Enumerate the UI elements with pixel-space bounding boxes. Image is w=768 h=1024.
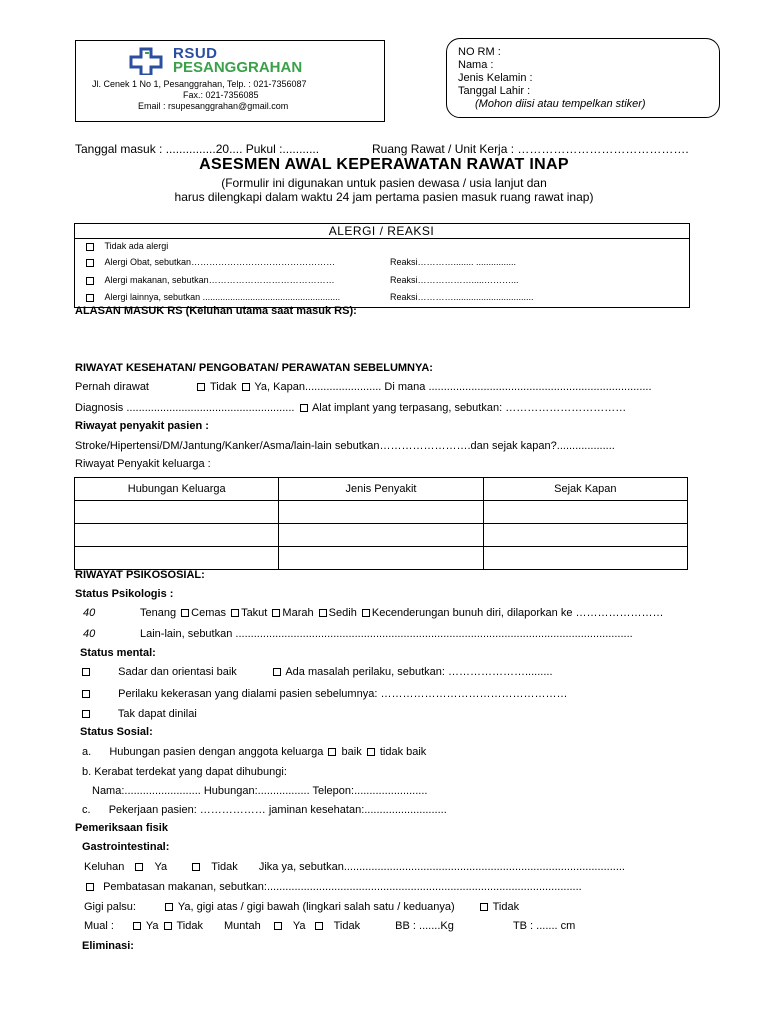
- ruang-rawat-field[interactable]: Ruang Rawat / Unit Kerja : …………………………………….: [372, 142, 689, 156]
- bb-field[interactable]: BB : .......Kg: [395, 920, 454, 932]
- table-header: Jenis Penyakit: [279, 478, 483, 501]
- cemas-checkbox[interactable]: [181, 609, 189, 617]
- alergi-divider: [74, 238, 689, 239]
- riwayat-keluarga-label: Riwayat Penyakit keluarga :: [75, 458, 211, 470]
- jenis-kelamin-label: Jenis Kelamin :: [458, 72, 533, 84]
- takut-checkbox[interactable]: [231, 609, 239, 617]
- opt-label: Tenang: [140, 607, 177, 619]
- table-cell[interactable]: [75, 547, 279, 570]
- mental-label[interactable]: Perilaku kekerasan yang dialami pasien sebelumnya: ……………………………………………: [118, 688, 568, 700]
- tidak-label: Tidak: [176, 920, 203, 932]
- status-psikologis-heading: Status Psikologis :: [75, 588, 174, 600]
- table-header-row: [75, 478, 688, 501]
- table-cell[interactable]: [75, 524, 279, 547]
- nama-label: Nama :: [458, 59, 494, 71]
- table-header: Sejak Kapan: [483, 478, 687, 501]
- gastrointestinal-heading: Gastrointestinal:: [82, 841, 170, 853]
- opt-label: Takut: [241, 607, 268, 619]
- psikologis-code: 40: [83, 628, 96, 640]
- alergi-row: [84, 275, 335, 285]
- gigi-label: Gigi palsu:: [84, 901, 136, 913]
- diagnosis-field[interactable]: Diagnosis .......................................................: [75, 402, 295, 414]
- pembatasan-row: [84, 881, 582, 893]
- alergi-row-label[interactable]: Alergi lainnya, sebutkan .......................................................: [104, 292, 341, 302]
- alergi-reaksi[interactable]: Reaksi…………........ ................: [390, 257, 517, 267]
- tb-field[interactable]: TB : ....... cm: [512, 920, 576, 932]
- tidak-label: Tidak: [333, 920, 361, 932]
- keluhan-ya-checkbox[interactable]: [135, 863, 143, 871]
- sosial-a-row: [82, 746, 426, 758]
- riwayat-penyakit-field[interactable]: Stroke/Hipertensi/DM/Jantung/Kanker/Asma/lain-lain sebutkan…………………….dan sejak kapan?...................: [75, 440, 615, 452]
- list-prefix: c.: [82, 804, 91, 816]
- riwayat-kesehatan-heading: RIWAYAT KESEHATAN/ PENGOBATAN/ PERAWATAN SEBELUMNYA:: [75, 362, 433, 374]
- riwayat-penyakit-heading: Riwayat penyakit pasien :: [75, 420, 209, 432]
- kerabat-fields[interactable]: Nama:......................... Hubungan:................. Telepon:........................: [92, 785, 428, 797]
- gigi-tidak-label: Tidak: [492, 901, 520, 913]
- psikologis-row: [140, 607, 664, 619]
- keluhan-tidak-checkbox[interactable]: [192, 863, 200, 871]
- pembatasan-field[interactable]: Pembatasan makanan, sebutkan:.......................................................................................................: [103, 881, 582, 893]
- alergi-obat-checkbox[interactable]: [86, 259, 94, 267]
- alergi-reaksi[interactable]: Reaksi…………................................: [390, 292, 534, 302]
- table-cell[interactable]: [279, 547, 483, 570]
- opt-label: Sedih: [328, 607, 357, 619]
- marah-checkbox[interactable]: [272, 609, 280, 617]
- ya-label: Ya: [154, 861, 168, 873]
- table-cell[interactable]: [75, 501, 279, 524]
- table-row: [75, 524, 688, 547]
- hospital-name: PESANGGRAHAN: [173, 59, 303, 76]
- opt-label[interactable]: Kecenderungan bunuh diri, dilaporkan ke ……………………: [371, 607, 664, 619]
- table-cell[interactable]: [279, 524, 483, 547]
- pernah-tidak-label: Tidak: [209, 381, 237, 393]
- alergi-row-label: Tidak ada alergi: [104, 241, 169, 251]
- gigi-tidak-checkbox[interactable]: [480, 903, 488, 911]
- mual-ya-checkbox[interactable]: [133, 922, 141, 930]
- mental-label[interactable]: Ada masalah perilaku, sebutkan: ………………….........: [285, 666, 553, 678]
- mental-label: Tak dapat dinilai: [117, 708, 197, 720]
- bunuh-diri-checkbox[interactable]: [362, 609, 370, 617]
- muntah-tidak-checkbox[interactable]: [315, 922, 323, 930]
- alergi-header: ALERGI / REAKSI: [328, 224, 435, 238]
- opt-label: Marah: [282, 607, 314, 619]
- muntah-ya-checkbox[interactable]: [274, 922, 282, 930]
- list-prefix: a.: [82, 746, 92, 758]
- hubungan-tidak-baik-checkbox[interactable]: [367, 748, 375, 756]
- pernah-tidak-checkbox[interactable]: [197, 383, 205, 391]
- mual-tidak-checkbox[interactable]: [164, 922, 172, 930]
- hospital-email: Email : rsupesanggrahan@gmail.com: [138, 101, 289, 111]
- psikologis-code: 40: [83, 607, 96, 619]
- lain-lain-field[interactable]: Lain-lain, sebutkan ..................................................................................................................................: [140, 628, 633, 640]
- tidak-baik-label: tidak baik: [379, 746, 427, 758]
- gigi-ya-checkbox[interactable]: [165, 903, 173, 911]
- form-subtitle-2: harus dilengkapi dalam waktu 24 jam pertama pasien masuk ruang rawat inap): [174, 190, 594, 204]
- diagnosis-row: [75, 402, 626, 414]
- sadar-checkbox[interactable]: [82, 668, 90, 676]
- implant-field[interactable]: Alat implant yang terpasang, sebutkan: ……………………………: [311, 402, 627, 414]
- gigi-ya-label: Ya, gigi atas / gigi bawah (lingkari salah satu / keduanya): [177, 901, 455, 913]
- tanggal-lahir-label: Tanggal Lahir :: [458, 85, 531, 97]
- tanggal-masuk-field[interactable]: Tanggal masuk : ...............20.... Pukul :...........: [75, 142, 320, 156]
- table-row: [75, 547, 688, 570]
- table-cell[interactable]: [483, 524, 687, 547]
- mental-row: [80, 688, 567, 700]
- table-row: [75, 501, 688, 524]
- masalah-perilaku-checkbox[interactable]: [273, 668, 281, 676]
- tak-dapat-dinilai-checkbox[interactable]: [82, 710, 90, 718]
- form-subtitle-1: (Formulir ini digunakan untuk pasien dewasa / usia lanjut dan: [221, 176, 547, 190]
- opt-label: Cemas: [191, 607, 226, 619]
- form-title: ASESMEN AWAL KEPERAWATAN RAWAT INAP: [199, 156, 569, 173]
- table-header: Hubungan Keluarga: [75, 478, 279, 501]
- pernah-dirawat-label: Pernah dirawat: [75, 381, 149, 393]
- riwayat-keluarga-table: [74, 477, 688, 570]
- sosial-c-row: [82, 804, 447, 816]
- perilaku-kekerasan-checkbox[interactable]: [82, 690, 90, 698]
- table-cell[interactable]: [483, 501, 687, 524]
- eliminasi-heading: Eliminasi:: [82, 940, 134, 952]
- mental-row: [80, 708, 197, 720]
- mental-label: Sadar dan orientasi baik: [118, 666, 237, 678]
- sticker-note: (Mohon diisi atau tempelkan stiker): [475, 98, 646, 110]
- alergi-row-label[interactable]: Alergi makanan, sebutkan……………………………………: [104, 275, 335, 285]
- alergi-row: [84, 257, 335, 267]
- implant-checkbox[interactable]: [300, 404, 308, 412]
- alergi-lainnya-checkbox[interactable]: [86, 294, 94, 302]
- hospital-address: Jl. Cenek 1 No 1, Pesanggrahan, Telp. : 021-7356087: [92, 79, 307, 89]
- muntah-label: Muntah: [224, 920, 261, 932]
- pernah-ya-checkbox[interactable]: [242, 383, 250, 391]
- psikososial-heading: RIWAYAT PSIKOSOSIAL:: [75, 569, 205, 581]
- alergi-reaksi[interactable]: Reaksi……………….....………...: [390, 275, 519, 285]
- status-mental-heading: Status mental:: [80, 647, 156, 659]
- mual-label: Mual :: [84, 920, 114, 932]
- ya-label: Ya: [145, 920, 159, 932]
- tidak-label: Tidak: [211, 861, 238, 873]
- keluhan-label: Keluhan: [84, 861, 125, 873]
- mual-row: [84, 920, 575, 932]
- no-rm-label: NO RM :: [458, 46, 501, 58]
- pemeriksaan-fisik-heading: Pemeriksaan fisik: [75, 822, 168, 834]
- alergi-row: [84, 292, 340, 302]
- hospital-logo: [125, 45, 325, 75]
- status-sosial-heading: Status Sosial:: [80, 726, 153, 738]
- pekerjaan-field[interactable]: Pekerjaan pasien: ……………… jaminan kesehatan:...........................: [108, 804, 447, 816]
- alasan-masuk-heading: ALASAN MASUK RS (Keluhan utama saat masuk RS):: [75, 305, 357, 317]
- pernah-dirawat-row: [75, 381, 652, 393]
- sosial-a-label: Hubungan pasien dengan anggota keluarga: [109, 746, 324, 758]
- mental-row: [80, 666, 553, 678]
- alergi-row-label[interactable]: Alergi Obat, sebutkan…………………………………………: [104, 257, 336, 267]
- baik-label: baik: [341, 746, 362, 758]
- keluhan-detail-field[interactable]: Jika ya, sebutkan............................................................................................: [258, 861, 625, 873]
- hospital-cross-icon: [125, 45, 173, 75]
- pembatasan-checkbox[interactable]: [86, 883, 94, 891]
- pernah-ya-label[interactable]: Ya, Kapan......................... Di mana .........................................................................: [254, 381, 652, 393]
- gigi-row: [84, 901, 519, 913]
- sosial-b-label: b. Kerabat terdekat yang dapat dihubungi:: [82, 766, 287, 778]
- sedih-checkbox[interactable]: [319, 609, 327, 617]
- hubungan-baik-checkbox[interactable]: [328, 748, 336, 756]
- keluhan-row: [84, 861, 625, 873]
- hospital-fax: Fax.: 021-7356085: [183, 90, 259, 100]
- tidak-ada-alergi-checkbox[interactable]: [86, 243, 94, 251]
- alergi-row: [84, 241, 168, 251]
- table-cell[interactable]: [279, 501, 483, 524]
- ya-label: Ya: [292, 920, 306, 932]
- hospital-name-rsud: RSUD: [173, 45, 218, 62]
- table-cell[interactable]: [483, 547, 687, 570]
- alergi-makanan-checkbox[interactable]: [86, 277, 94, 285]
